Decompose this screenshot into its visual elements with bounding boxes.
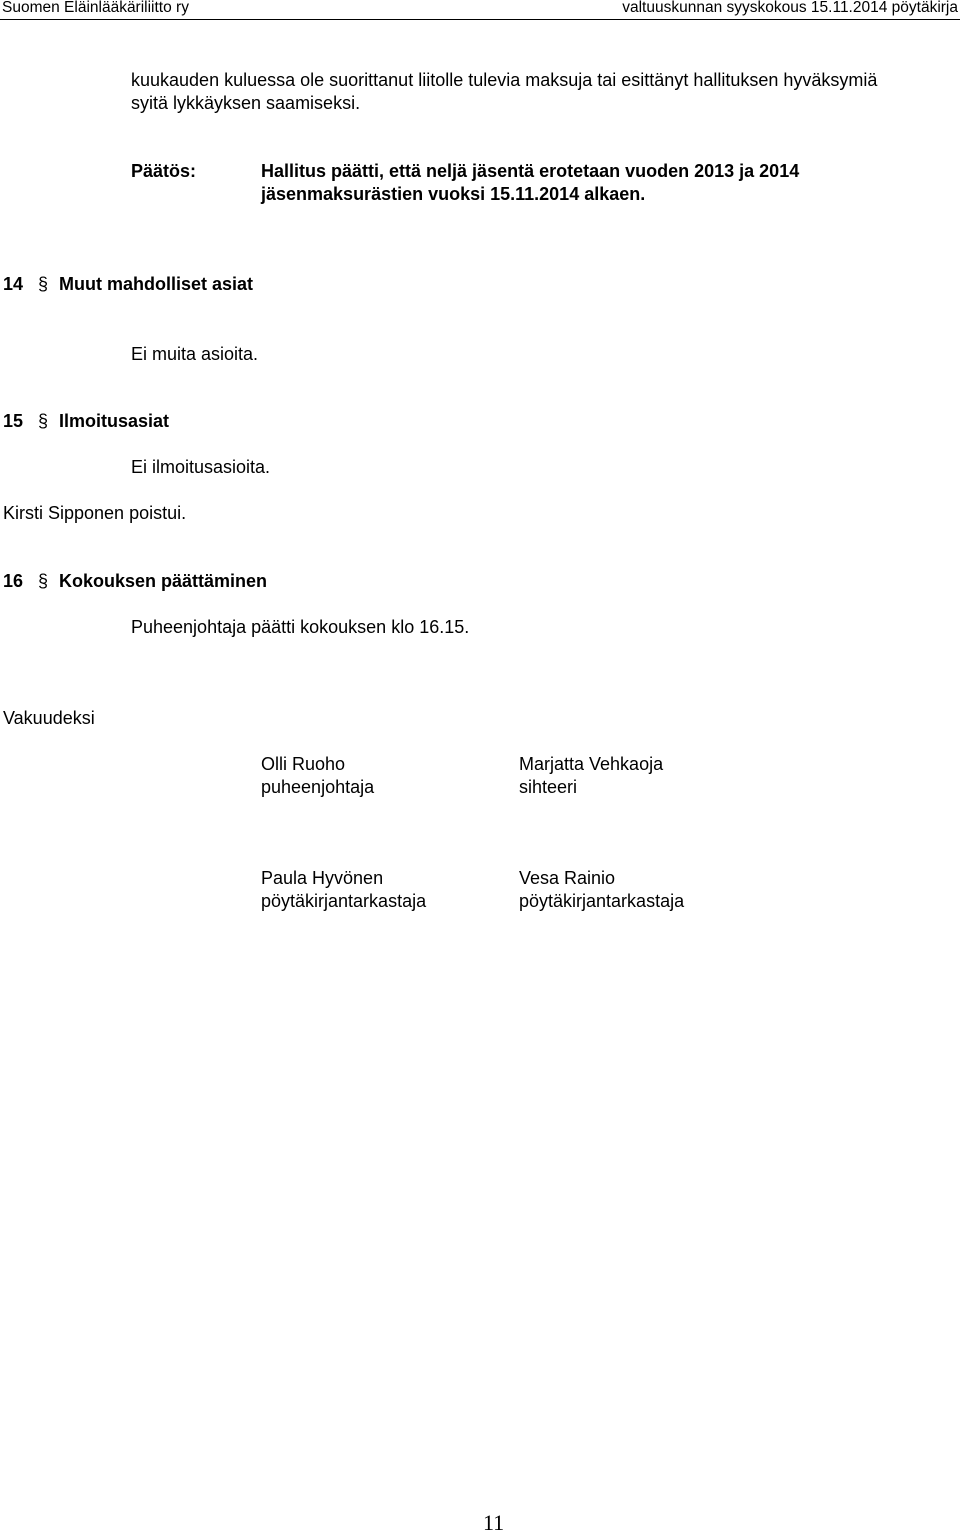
header-divider [0, 19, 960, 20]
signature-block-examiner-2 [519, 867, 684, 913]
section-symbol: § [37, 411, 48, 431]
section-heading-15 [3, 410, 169, 433]
section-16-text: Puheenjohtaja päätti kokouksen klo 16.15. [131, 617, 470, 637]
signature-name: Olli Ruoho [261, 754, 346, 774]
section-14-text: Ei muita asioita. [131, 344, 259, 364]
signature-name: Vesa Rainio [519, 868, 616, 888]
header-organization: Suomen Eläinlääkäriliitto ry [2, 0, 189, 16]
section-title: Ilmoitusasiat [59, 411, 170, 431]
signature-name: Paula Hyvönen [261, 868, 384, 888]
section-number: 15 [3, 411, 24, 431]
signature-name: Marjatta Vehkaoja [519, 754, 664, 774]
page-number: 11 [483, 1510, 505, 1535]
section-number: 16 [3, 571, 24, 591]
departure-note: Kirsti Sipponen poistui. [3, 503, 187, 523]
header-document-title: valtuuskunnan syyskokous 15.11.2014 pöytäkirja [622, 0, 958, 16]
section-heading-16 [3, 570, 267, 593]
decision-line-2: jäsenmaksurästien vuoksi 15.11.2014 alkaen. [261, 184, 646, 204]
section-title: Muut mahdolliset asiat [59, 274, 254, 294]
signature-role: puheenjohtaja [261, 777, 375, 797]
signature-role: sihteeri [519, 777, 578, 797]
signature-block-chair [261, 753, 374, 799]
section-15-text: Ei ilmoitusasioita. [131, 457, 271, 477]
section-symbol: § [37, 274, 48, 294]
signature-role: pöytäkirjantarkastaja [519, 891, 685, 911]
decision-line-1: Hallitus päätti, että neljä jäsentä erotetaan vuoden 2013 ja 2014 [261, 161, 800, 181]
intro-line-2: syitä lykkäyksen saamiseksi. [131, 93, 361, 113]
section-number: 14 [3, 274, 24, 294]
signature-block-secretary [519, 753, 663, 799]
decision-label: Päätös: [131, 161, 197, 181]
section-title: Kokouksen päättäminen [59, 571, 268, 591]
signature-role: pöytäkirjantarkastaja [261, 891, 427, 911]
section-symbol: § [37, 571, 48, 591]
section-heading-14 [3, 273, 253, 296]
intro-line-1: kuukauden kuluessa ole suorittanut liitolle tulevia maksuja tai esittänyt hallituksen hyväksymiä [131, 70, 878, 90]
signature-block-examiner-1 [261, 867, 426, 913]
attestation-label: Vakuudeksi [3, 708, 95, 728]
